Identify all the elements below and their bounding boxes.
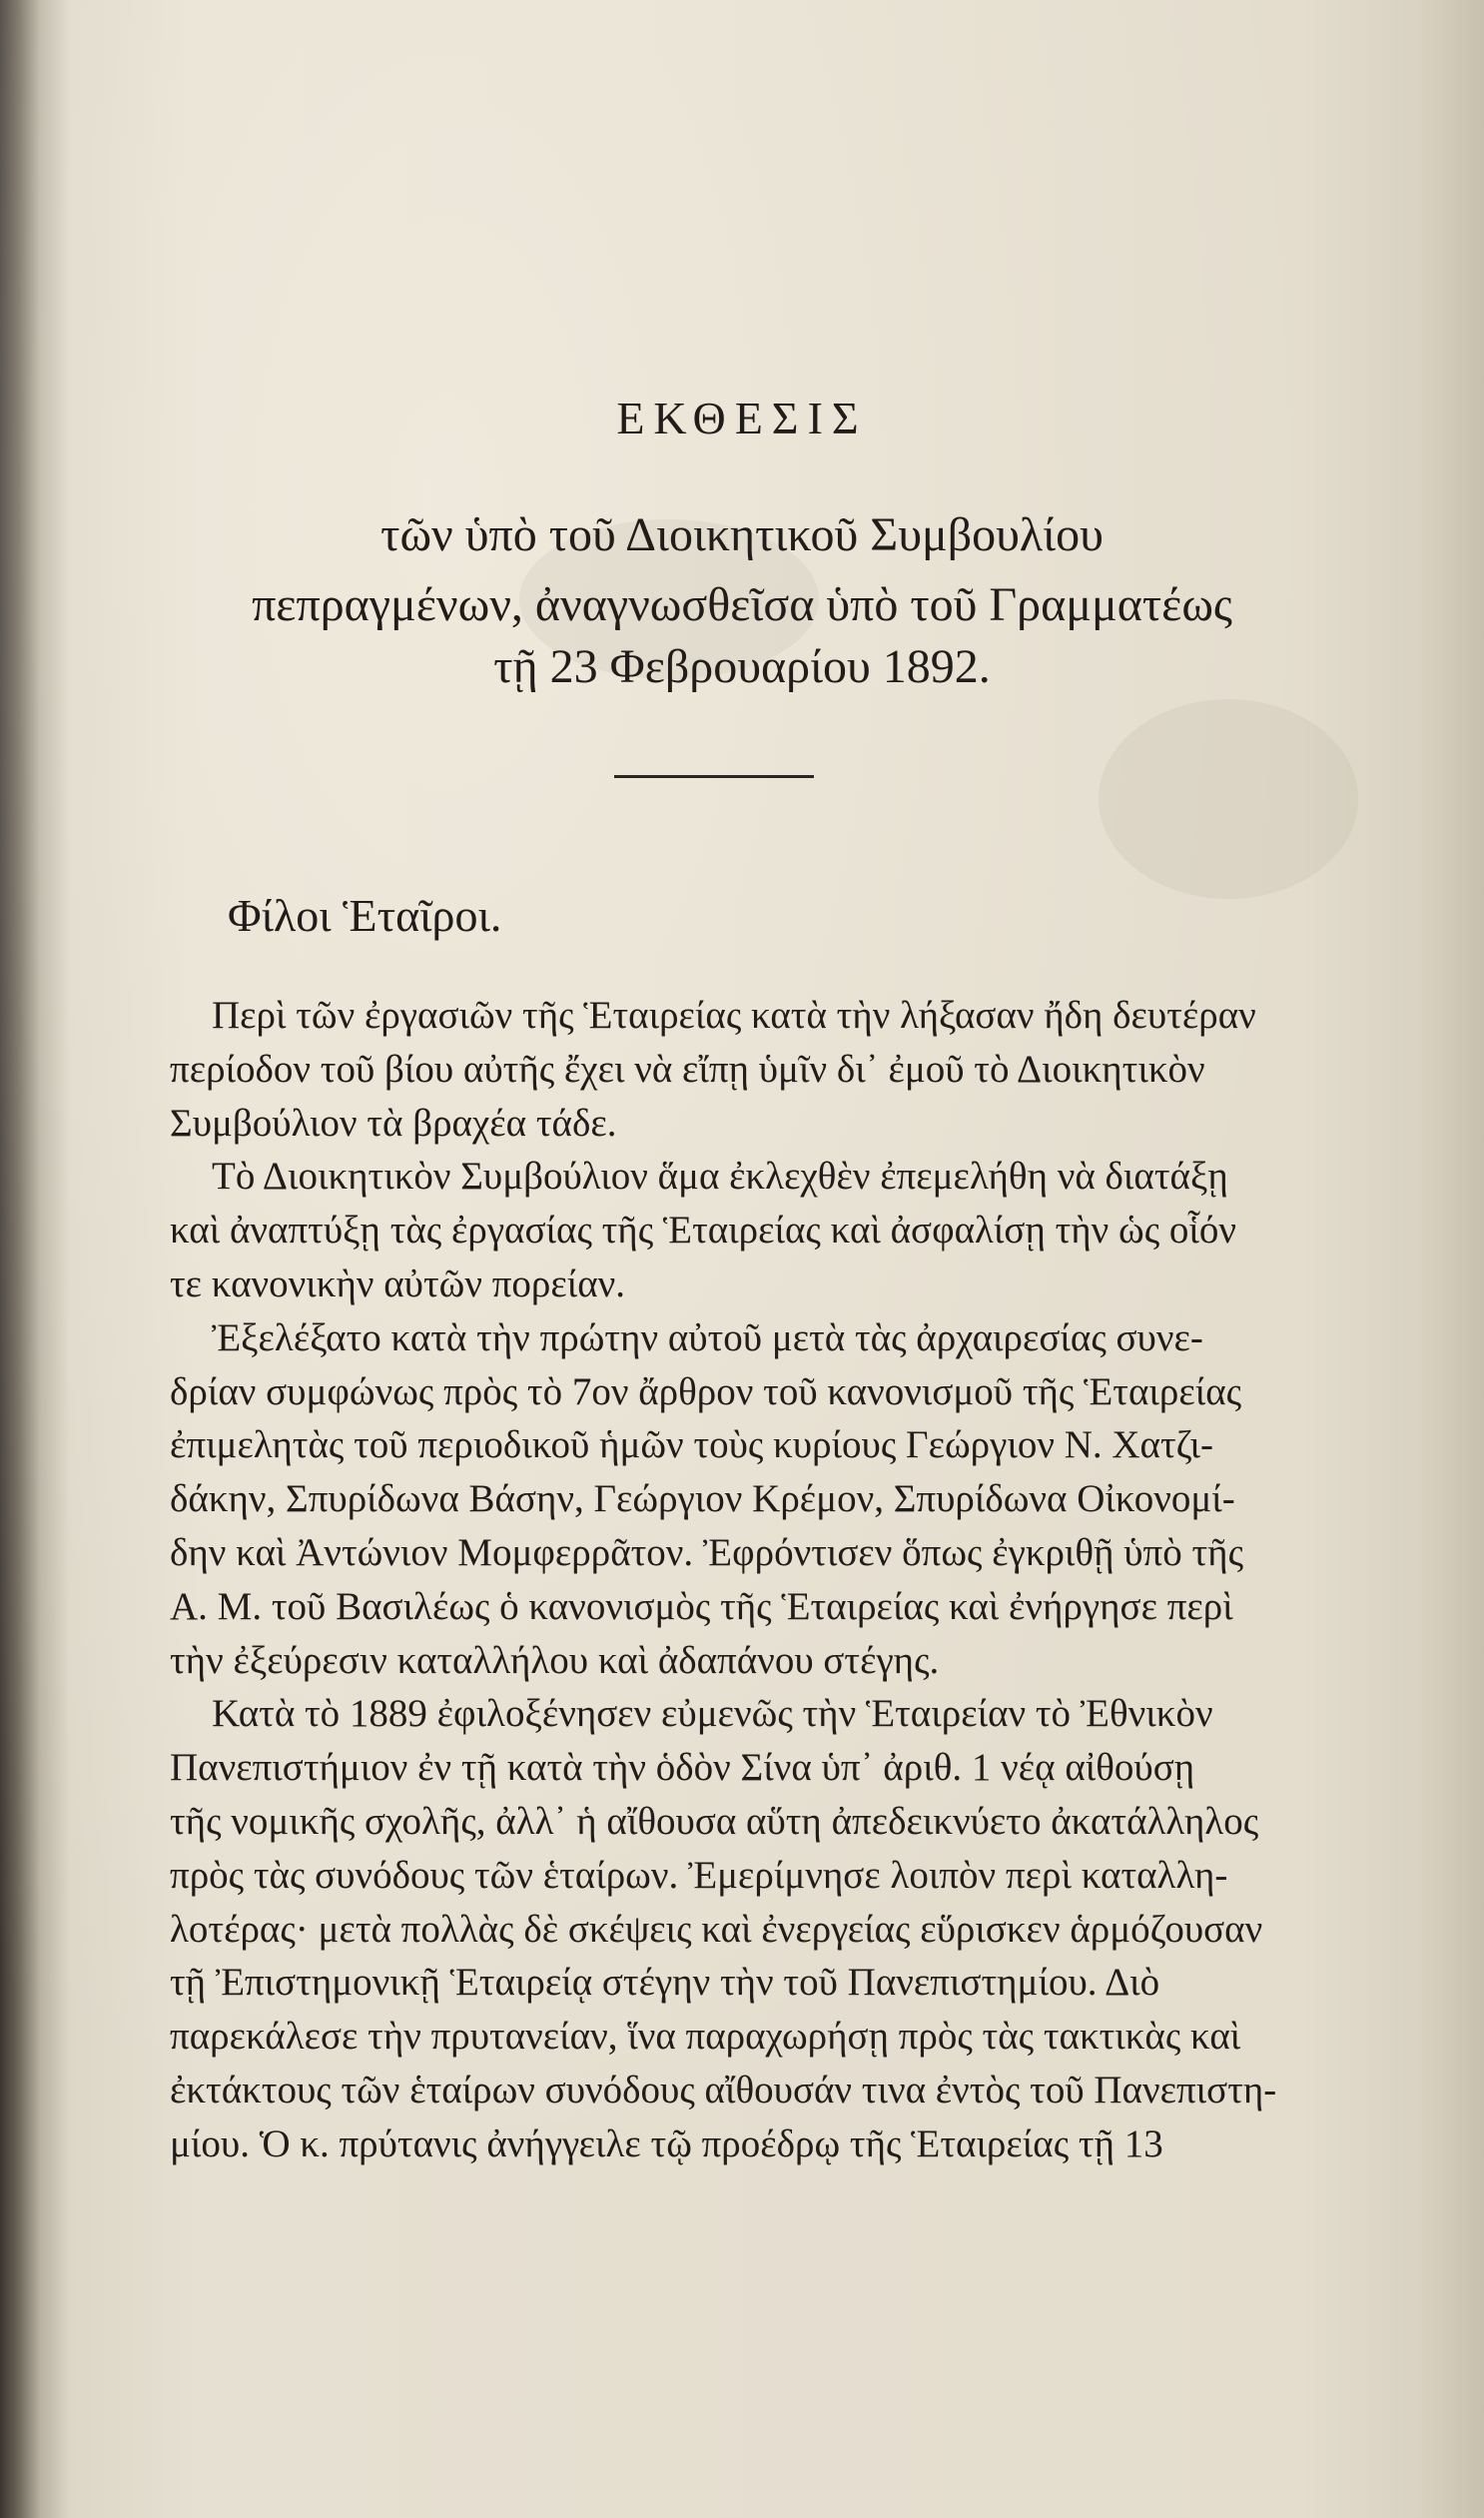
text-line: ἐπιμελητὰς τοῦ περιοδικοῦ ἡμῶν τοὺς κυρίους Γεώργιον Ν. Χατζι- (170, 1423, 1213, 1467)
text-line: τε κανονικὴν αὐτῶν πορείαν. (170, 1261, 626, 1305)
text-line: παρεκάλεσε τὴν πρυτανείαν, ἵνα παραχωρήσῃ πρὸς τὰς τακτικὰς καὶ (170, 2015, 1241, 2059)
text-line: καὶ ἀναπτύξῃ τὰς ἐργασίας τῆς Ἑταιρείας καὶ ἀσφαλίσῃ τὴν ὡς οἷόν (170, 1209, 1237, 1253)
text-line: μίου. Ὁ κ. πρύτανις ἀνήγγειλε τῷ προέδρῳ τῆς Ἑταιρείας τῇ 13 (170, 2121, 1163, 2165)
text-line: δάκην, Σπυρίδωνα Βάσην, Γεώργιον Κρέμον, Σπυρίδωνα Οἰκονομί- (170, 1477, 1235, 1521)
text-line: Κατὰ τὸ 1889 ἐφιλοξένησεν εὐμενῶς τὴν Ἑταιρείαν τὸ Ἐθνικὸν (212, 1692, 1213, 1736)
document-title: ΕΚΘΕΣΙΣ (616, 393, 868, 443)
text-line: Ἐξελέξατο κατὰ τὴν πρώτην αὐτοῦ μετὰ τὰς ἀρχαιρεσίας συνε- (212, 1315, 1203, 1359)
horizontal-divider (614, 775, 814, 778)
text-line: τῇ Ἐπιστημονικῇ Ἑταιρείᾳ στέγην τὴν τοῦ Πανεπιστημίου. Διὸ (170, 1961, 1160, 2005)
text-line: δρίαν συμφώνως πρὸς τὸ 7ον ἄρθρον τοῦ κανονισμοῦ τῆς Ἑταιρείας (170, 1369, 1242, 1413)
text-line: τὴν ἐξεύρεσιν καταλλήλου καὶ ἀδαπάνου στέγης. (170, 1638, 940, 1682)
salutation: Φίλοι Ἑταῖροι. (228, 890, 502, 941)
text-line: Τὸ Διοικητικὸν Συμβούλιον ἅμα ἐκλεχθὲν ἐπεμελήθη νὰ διατάξῃ (212, 1155, 1228, 1199)
body-text (170, 989, 1353, 2171)
paper-stain (1099, 699, 1358, 899)
text-line: δην καὶ Ἀντώνιον Μομφερρᾶτον. Ἐφρόντισεν ὅπως ἐγκριθῇ ὑπὸ τῆς (170, 1530, 1244, 1574)
text-line: λοτέρας· μετὰ πολλὰς δὲ σκέψεις καὶ ἐνεργείας εὕρισκεν ἁρμόζουσαν (170, 1907, 1263, 1951)
subtitle-line-2: πεπραγμένων, ἀναγνωσθεῖσα ὑπὸ τοῦ Γραμματέως (252, 578, 1232, 631)
text-line: Πανεπιστήμιον ἐν τῇ κατὰ τὴν ὁδὸν Σίνα ὑπ᾽ ἀριθ. 1 νέᾳ αἰθούσῃ (170, 1746, 1195, 1790)
text-line: Α. Μ. τοῦ Βασιλέως ὁ κανονισμὸς τῆς Ἑταιρείας καὶ ἐνήργησε περὶ (170, 1584, 1233, 1628)
text-line: ἐκτάκτους τῶν ἑταίρων συνόδους αἴθουσάν τινα ἐντὸς τοῦ Πανεπιστη- (170, 2068, 1277, 2111)
text-line: τῆς νομικῆς σχολῆς, ἀλλ᾽ ἡ αἴθουσα αὕτη ἀπεδεικνύετο ἀκατάλληλος (170, 1799, 1259, 1843)
text-line: περίοδον τοῦ βίου αὐτῆς ἔχει νὰ εἴπῃ ὑμῖν δι᾽ ἐμοῦ τὸ Διοικητικὸν (170, 1047, 1205, 1091)
text-line: Συμβούλιον τὰ βραχέα τάδε. (170, 1101, 617, 1145)
subtitle-line-3: τῇ 23 Φεβρουαρίου 1892. (493, 640, 991, 693)
subtitle-line-1: τῶν ὑπὸ τοῦ Διοικητικοῦ Συμβουλίου (380, 508, 1104, 561)
text-line: Περὶ τῶν ἐργασιῶν τῆς Ἑταιρείας κατὰ τὴν λήξασαν ἤδη δευτέραν (212, 994, 1256, 1037)
text-line: πρὸς τὰς συνόδους τῶν ἑταίρων. Ἐμερίμνησε λοιπὸν περὶ καταλλη- (170, 1853, 1228, 1897)
